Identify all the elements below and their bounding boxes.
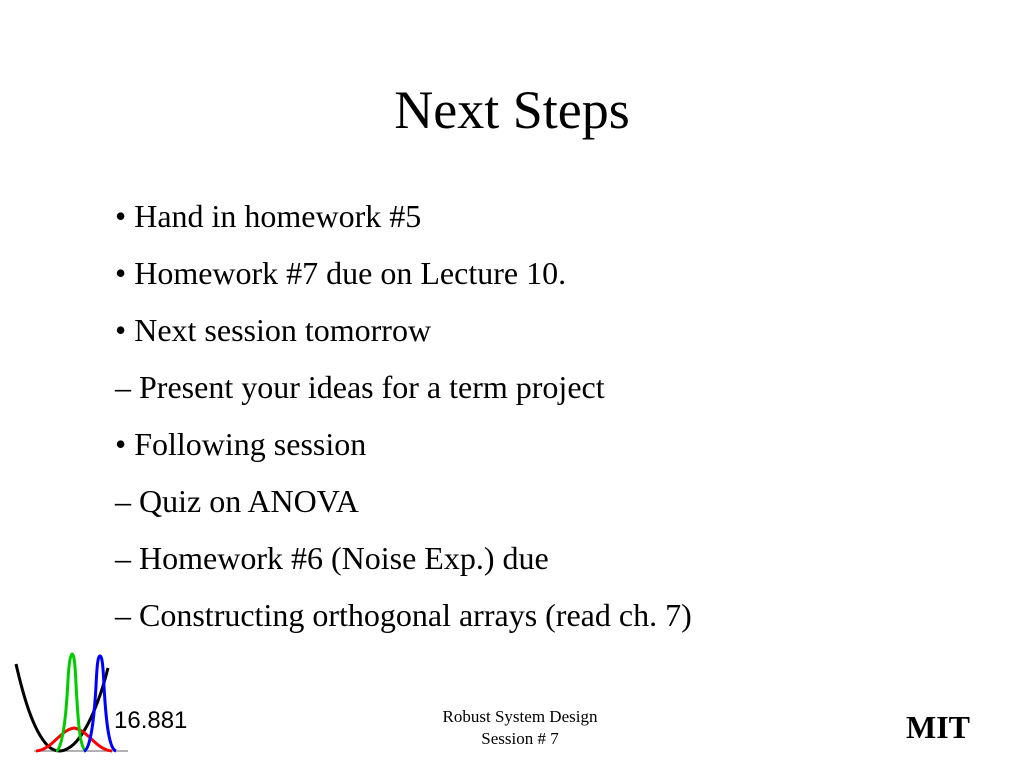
list-item	[115, 359, 995, 416]
bullet-marker: –	[115, 369, 131, 405]
course-name: Robust System Design	[442, 707, 598, 726]
bullet-marker: –	[115, 483, 131, 519]
bullet-marker: •	[115, 426, 127, 462]
bullet-marker: •	[115, 312, 127, 348]
list-item	[115, 416, 995, 473]
bullet-marker: •	[115, 255, 127, 291]
bullet-marker: –	[115, 540, 131, 576]
bullet-text: Homework #7 due on Lecture 10.	[134, 255, 567, 291]
bullet-text: Following session	[134, 426, 367, 462]
distribution-curves-logo-icon	[12, 650, 132, 758]
list-item	[115, 188, 995, 245]
institution-label: MIT	[906, 709, 970, 745]
slide-title: Next Steps	[394, 80, 630, 140]
list-item	[115, 530, 995, 587]
list-item	[115, 473, 995, 530]
session-number: Session # 7	[481, 729, 559, 748]
list-item	[115, 587, 995, 644]
bullet-marker: •	[115, 198, 127, 234]
bullet-list	[115, 188, 995, 644]
bullet-text: Next session tomorrow	[134, 312, 432, 348]
list-item	[115, 245, 995, 302]
course-number: 16.881	[114, 707, 188, 734]
bullet-text: Constructing orthogonal arrays (read ch. 7)	[139, 597, 692, 633]
list-item	[115, 302, 995, 359]
footer-course-info	[384, 706, 656, 750]
bullet-text: Quiz on ANOVA	[139, 483, 359, 519]
bullet-text: Homework #6 (Noise Exp.) due	[139, 540, 549, 576]
bullet-text: Present your ideas for a term project	[139, 369, 605, 405]
bullet-marker: –	[115, 597, 131, 633]
bullet-text: Hand in homework #5	[134, 198, 422, 234]
